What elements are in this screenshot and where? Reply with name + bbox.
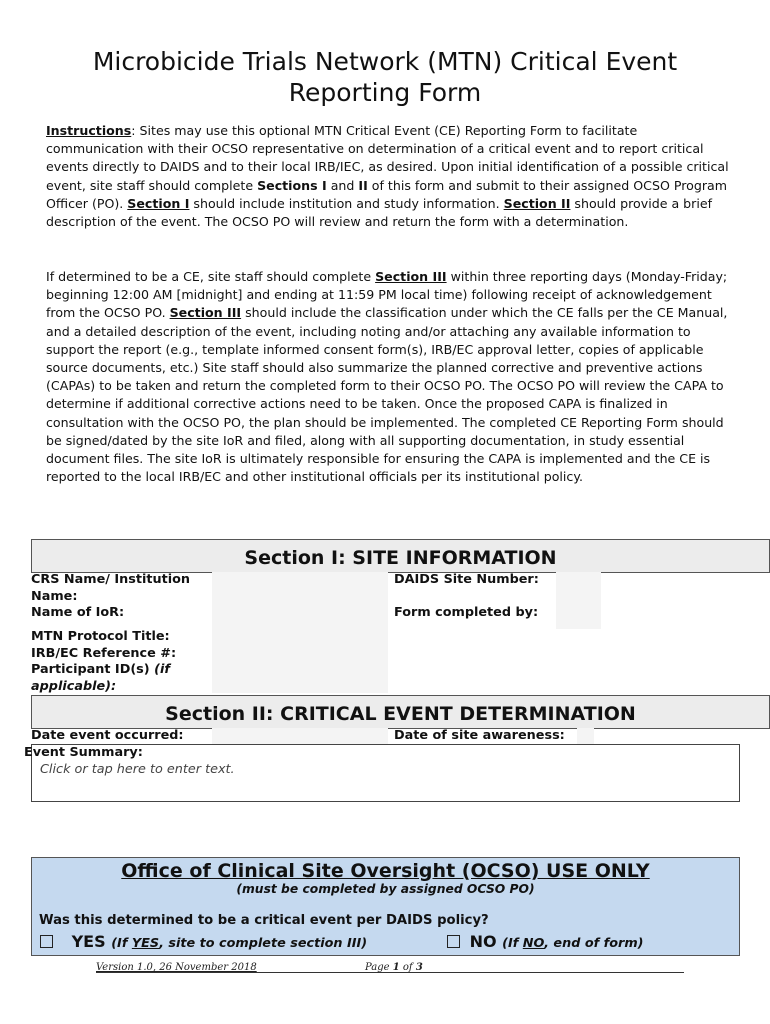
daids-site-number-label: DAIDS Site Number: xyxy=(394,572,539,587)
instructions-ref: Sections I xyxy=(257,177,327,193)
instructions-text: should include the classification under which the CE falls per the CE Manual, and a detailed description of the event, including noting and/or attaching any available information to support the report (e.g., template informed consent form(s), IRB/EC approval letter, copies of applicable source documents, etc.) Site staff should also summarize the planned corrective and preventive actions (CAPAs) to be taken and return the completed form to their OCSO PO. The OCSO PO will review the CAPA to determine if additional corrective actions need to be taken. Once the proposed CAPA is finalized in consultation with the OCSO PO, the plan should be implemented. The completed CE Reporting Form should be signed/dated by the site IoR and filed, along with all supporting documentation, in study essential document files. The site IoR is ultimately responsible for ensuring the CAPA is implemented and the CE is reported to the local IRB/EC and other institutional officials per its institutional policy. xyxy=(46,305,728,485)
yes-note xyxy=(111,936,367,951)
page-total: 3 xyxy=(415,962,423,973)
instructions-text: If determined to be a CE, site staff should complete xyxy=(46,269,376,284)
yes-note-text: , site to complete section III) xyxy=(159,936,368,951)
event-summary-label: Event Summary: xyxy=(24,745,143,760)
no-note-text: , end of form) xyxy=(544,936,644,951)
form-completed-by-label: Form completed by: xyxy=(394,605,539,620)
participant-id-label xyxy=(31,662,211,695)
ocso-heading: Office of Clinical Site Oversight (OCSO) USE ONLY xyxy=(121,860,650,882)
instructions-text: of this form and submit to their assigned OCSO Program Officer (PO). xyxy=(46,177,728,211)
date-awareness-label: Date of site awareness: xyxy=(394,728,565,743)
no-option[interactable] xyxy=(447,932,644,954)
no-note-text: (If xyxy=(502,936,523,951)
instructions-ref: II xyxy=(358,177,368,193)
instructions-paragraph-2 xyxy=(46,268,736,486)
page-current: 1 xyxy=(392,962,400,973)
instructions-text: : Sites may use this optional MTN Critical Event (CE) Reporting Form to facilitate communication with their OCSO representative on determination of a critical event and to report critical events directly to DAIDS and to their local IRB/IEC, as desired. Upon initial identification of a possible critical event, site staff should complete xyxy=(46,123,729,193)
yes-label: YES xyxy=(71,932,106,951)
yes-option[interactable] xyxy=(40,932,367,954)
page-of: of xyxy=(399,962,416,973)
form-title: Microbicide Trials Network (MTN) Critical Event Reporting Form xyxy=(92,47,678,107)
instructions-text: and xyxy=(326,177,359,193)
yes-checkbox[interactable] xyxy=(40,935,53,948)
yes-note-text: (If xyxy=(111,936,132,951)
event-summary-input[interactable]: Click or tap here to enter text. xyxy=(40,762,235,777)
ior-name-label: Name of IoR: xyxy=(31,605,125,620)
section-2-heading: Section II: CRITICAL EVENT DETERMINATION xyxy=(31,695,770,729)
version-text: Version 1.0, 26 November 2018 xyxy=(96,962,257,973)
participant-id-note: (if applicable): xyxy=(31,662,170,694)
crs-name-field[interactable] xyxy=(212,572,388,693)
no-checkbox[interactable] xyxy=(447,935,460,948)
date-occurred-label: Date event occurred: xyxy=(31,728,184,743)
participant-id-text: Participant ID(s) xyxy=(31,662,150,677)
instructions-text: within three reporting days (Monday-Friday; beginning 12:00 AM [midnight] and ending at 11:59 PM local time) following receipt of acknowledgement from the OCSO PO. xyxy=(46,269,728,321)
protocol-title-label: MTN Protocol Title: xyxy=(31,629,170,644)
instructions-text: should provide a brief description of the event. The OCSO PO will review and return the form with a determination. xyxy=(46,195,713,230)
ocso-subheading: (must be completed by assigned OCSO PO) xyxy=(236,882,535,896)
instructions-ref: Section I xyxy=(127,195,190,211)
instructions-ref: Section II xyxy=(503,195,571,211)
footer-rule xyxy=(96,972,684,973)
yes-note-emph: YES xyxy=(131,936,160,951)
page-prefix: Page xyxy=(365,962,393,973)
no-label: NO xyxy=(469,932,497,951)
date-occurred-field[interactable] xyxy=(212,728,388,744)
irb-reference-label: IRB/EC Reference #: xyxy=(31,645,177,661)
no-note-emph: NO xyxy=(522,936,545,951)
instructions-ref: Section III xyxy=(169,305,242,321)
no-note xyxy=(502,936,643,951)
instructions-paragraph-1 xyxy=(46,122,736,231)
crs-name-label: CRS Name/ Institution Name: xyxy=(31,572,191,604)
instructions-label: Instructions xyxy=(46,123,132,138)
instructions-text: should include institution and study information. xyxy=(189,195,504,211)
section-1-heading: Section I: SITE INFORMATION xyxy=(31,539,770,573)
instructions-ref: Section III xyxy=(375,269,447,284)
daids-site-number-field[interactable] xyxy=(556,572,601,629)
date-awareness-field[interactable] xyxy=(577,728,594,744)
ocso-question: Was this determined to be a critical event per DAIDS policy? xyxy=(39,913,489,928)
